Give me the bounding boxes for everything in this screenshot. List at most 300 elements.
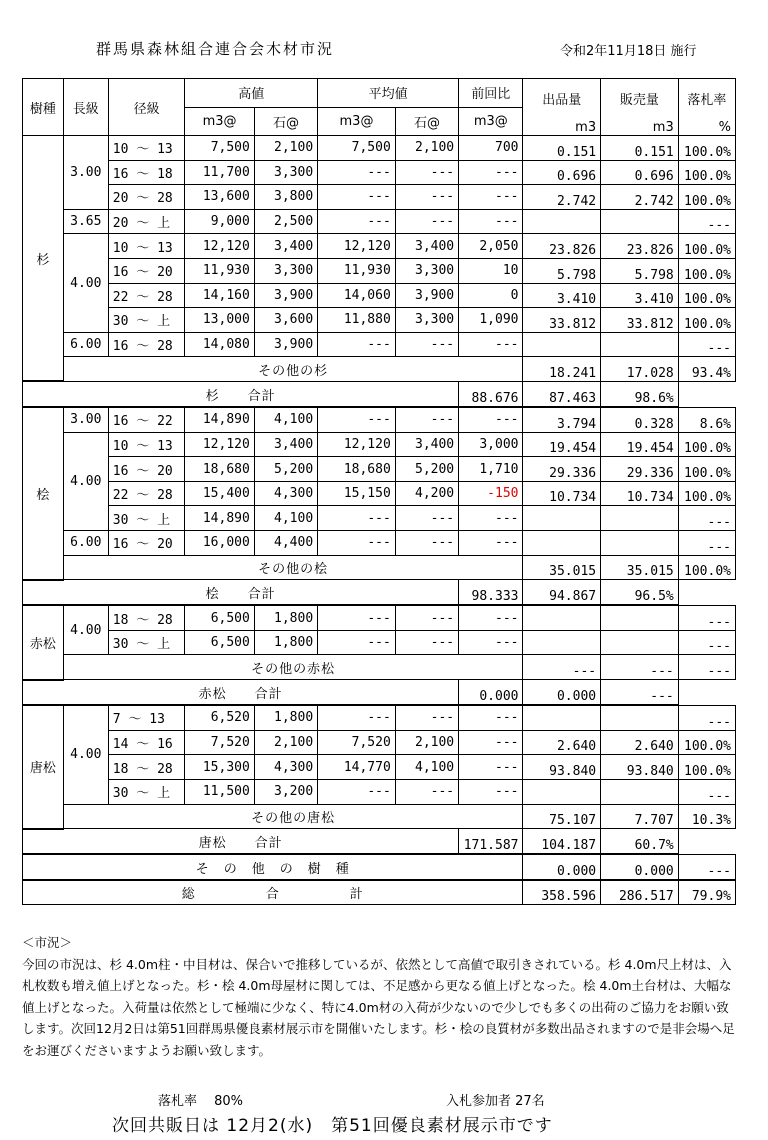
diameter-cell: 30 ～ 上 [108,779,185,804]
high-m3-cell: 7,520 [185,730,254,755]
high-m3-cell: 9,000 [185,209,254,234]
table-row [23,234,736,259]
table-row [23,506,736,531]
prev-diff-cell: 2,050 [459,234,523,259]
avg-koku-cell: 3,900 [395,283,458,308]
avg-m3-cell: 11,880 [318,308,396,333]
length-cell: 4.00 [63,705,108,804]
other-row [23,357,736,382]
other-species-row-label: そ の 他 の 樹 種 [23,854,523,880]
subtotal-sold: 0.000 [523,680,601,706]
avg-m3-cell: --- [318,407,396,432]
high-m3-cell: 15,400 [185,481,254,506]
high-m3-cell: 14,890 [185,407,254,432]
sold-cell: 2.640 [601,730,679,755]
avg-m3-cell: --- [318,630,396,655]
diameter-cell: 16 ～ 20 [108,531,185,556]
subtotal-rate: --- [601,680,679,706]
length-cell: 4.00 [63,605,108,655]
diameter-cell: 16 ～ 20 [108,258,185,283]
avg-m3-cell: 12,120 [318,432,396,457]
other-sold: --- [601,655,679,680]
table-row [23,308,736,333]
high-koku-cell: 3,900 [254,283,317,308]
subtotal-rate: 60.7% [601,829,679,855]
other-shipped: --- [523,655,601,680]
prev-diff-cell: --- [459,185,523,210]
diameter-cell: 30 ～ 上 [108,630,185,655]
avg-m3-cell: 12,120 [318,234,396,259]
table-row [23,407,736,432]
diameter-cell: 16 ～ 28 [108,332,185,357]
prev-diff-cell: --- [459,730,523,755]
species-cell: 唐松 [23,705,64,828]
avg-koku-cell: 3,300 [395,308,458,333]
shipped-cell: 3.794 [523,407,601,432]
rate-cell: 100.0% [678,258,735,283]
subtotal-shipped: 98.333 [459,580,523,606]
table-row [23,605,736,630]
prev-diff-cell: 1,710 [459,457,523,482]
avg-koku-cell: 3,300 [395,258,458,283]
table-row [23,481,736,506]
shipped-cell [523,209,601,234]
sold-cell: 3.410 [601,283,679,308]
grand-total-row [23,880,736,905]
grand-total-row-rate: 79.9% [678,880,735,905]
high-m3-cell: 13,600 [185,185,254,210]
length-cell: 3.00 [63,407,108,432]
diameter-cell: 14 ～ 16 [108,730,185,755]
avg-m3-cell: --- [318,705,396,730]
prev-diff-cell: --- [459,630,523,655]
rate-cell: 100.0% [678,308,735,333]
high-m3-cell: 16,000 [185,531,254,556]
rate-cell: 8.6% [678,407,735,432]
shipped-cell: 33.812 [523,308,601,333]
prev-diff-cell: --- [459,531,523,556]
avg-koku-cell: 5,200 [395,457,458,482]
avg-koku-cell: --- [395,705,458,730]
col-prev: 前回比 [459,79,523,108]
prev-diff-cell: 3,000 [459,432,523,457]
diameter-cell: 30 ～ 上 [108,308,185,333]
high-m3-cell: 15,300 [185,755,254,780]
prev-diff-cell: --- [459,605,523,630]
shipped-cell [523,779,601,804]
prev-diff-cell: 700 [459,136,523,161]
market-report [22,932,738,1061]
sold-cell: 23.826 [601,234,679,259]
market-heading: ＜市況＞ [22,935,73,950]
diameter-cell: 30 ～ 上 [108,506,185,531]
avg-m3-cell: --- [318,531,396,556]
sold-cell [601,605,679,630]
avg-koku-cell: --- [395,779,458,804]
col-shipped [523,79,601,136]
high-m3-cell: 6,520 [185,705,254,730]
avg-m3-cell: 7,520 [318,730,396,755]
prev-diff-cell: --- [459,209,523,234]
table-row [23,432,736,457]
sold-cell [601,630,679,655]
diameter-cell: 20 ～ 28 [108,185,185,210]
high-m3-cell: 6,500 [185,605,254,630]
shipped-cell: 2.742 [523,185,601,210]
avg-koku-cell: --- [395,185,458,210]
shipped-cell [523,531,601,556]
sold-cell: 33.812 [601,308,679,333]
avg-m3-cell: --- [318,332,396,357]
subtotal-row [23,829,736,855]
col-avg: 平均値 [318,79,459,108]
high-m3-cell: 14,890 [185,506,254,531]
prev-diff-cell: --- [459,160,523,185]
subtotal-rate: 98.6% [601,381,679,407]
rate-cell: 100.0% [678,432,735,457]
col-length: 長級 [63,79,108,136]
other-shipped: 18.241 [523,357,601,382]
rate-cell: --- [678,506,735,531]
rate-cell: 100.0% [678,730,735,755]
avg-m3-cell: 18,680 [318,457,396,482]
other-row [23,555,736,580]
high-koku-cell: 2,500 [254,209,317,234]
high-m3-cell: 11,930 [185,258,254,283]
table-row [23,209,736,234]
species-cell: 桧 [23,407,64,580]
sold-cell [601,779,679,804]
avg-koku-cell: --- [395,209,458,234]
shipped-cell: 0.696 [523,160,601,185]
high-koku-cell: 2,100 [254,730,317,755]
col-shipped-unit: m3 [575,120,597,135]
avg-m3-cell: 14,060 [318,283,396,308]
prev-diff-cell: --- [459,755,523,780]
high-koku-cell: 1,800 [254,630,317,655]
shipped-cell [523,506,601,531]
shipped-cell [523,605,601,630]
high-koku-cell: 4,100 [254,407,317,432]
other-rate: 100.0% [678,555,735,580]
col-high: 高値 [185,79,318,108]
rate-cell: --- [678,630,735,655]
high-m3-cell: 11,700 [185,160,254,185]
diameter-cell: 10 ～ 13 [108,432,185,457]
page-title: 群馬県森林組合連合会木材市況 [96,40,335,58]
avg-koku-cell: 3,400 [395,234,458,259]
avg-koku-cell: --- [395,630,458,655]
high-koku-cell: 4,400 [254,531,317,556]
sold-cell: 19.454 [601,432,679,457]
table-row [23,531,736,556]
avg-m3-cell: --- [318,605,396,630]
length-cell: 4.00 [63,234,108,332]
sold-cell: 0.696 [601,160,679,185]
rate-cell: 100.0% [678,234,735,259]
diameter-cell: 18 ～ 28 [108,755,185,780]
avg-koku-cell: 2,100 [395,730,458,755]
rate-cell: 100.0% [678,283,735,308]
shipped-cell [523,332,601,357]
other-label: その他の杉 [63,357,523,382]
table-row [23,457,736,482]
shipped-cell: 19.454 [523,432,601,457]
other-label: その他の桧 [63,555,523,580]
high-koku-cell: 4,100 [254,506,317,531]
high-koku-cell: 3,300 [254,160,317,185]
sold-cell [601,531,679,556]
col-sold-label: 販売量 [619,93,659,108]
diameter-cell: 16 ～ 18 [108,160,185,185]
avg-koku-cell: 3,400 [395,432,458,457]
high-m3-cell: 7,500 [185,136,254,161]
grand-total-row-shipped: 358.596 [523,880,601,905]
unit-high-koku: 石@ [254,107,317,136]
high-koku-cell: 3,600 [254,308,317,333]
high-koku-cell: 3,400 [254,234,317,259]
species-cell: 杉 [23,136,64,382]
shipped-cell: 0.151 [523,136,601,161]
diameter-cell: 16 ～ 22 [108,407,185,432]
col-shipped-label: 出品量 [542,93,582,108]
diameter-cell: 10 ～ 13 [108,136,185,161]
avg-m3-cell: 15,150 [318,481,396,506]
footer-rate: 落札率 80% [158,1094,244,1109]
shipped-cell: 5.798 [523,258,601,283]
prev-diff-cell: 1,090 [459,308,523,333]
avg-m3-cell: --- [318,779,396,804]
subtotal-shipped: 88.676 [459,381,523,407]
prev-diff-cell: 10 [459,258,523,283]
rate-cell: 100.0% [678,755,735,780]
rate-cell: --- [678,531,735,556]
diameter-cell: 10 ～ 13 [108,234,185,259]
prev-diff-cell: 0 [459,283,523,308]
high-m3-cell: 14,080 [185,332,254,357]
high-m3-cell: 12,120 [185,432,254,457]
high-m3-cell: 11,500 [185,779,254,804]
other-rate: 10.3% [678,804,735,829]
subtotal-row [23,381,736,407]
shipped-cell [523,705,601,730]
high-m3-cell: 14,160 [185,283,254,308]
other-label: その他の赤松 [63,655,523,680]
avg-m3-cell: --- [318,160,396,185]
subtotal-shipped: 171.587 [459,829,523,855]
grand-total-row-sold: 286.517 [601,880,679,905]
subtotal-rate: 96.5% [601,580,679,606]
col-rate [678,79,735,136]
table-row [23,630,736,655]
other-rate: --- [678,655,735,680]
grand-total-row-label: 総 合 計 [23,880,523,905]
avg-koku-cell: --- [395,531,458,556]
subtotal-shipped: 0.000 [459,680,523,706]
other-shipped: 35.015 [523,555,601,580]
shipped-cell: 23.826 [523,234,601,259]
high-koku-cell: 3,800 [254,185,317,210]
sold-cell: 2.742 [601,185,679,210]
diameter-cell: 22 ～ 28 [108,481,185,506]
sold-cell [601,705,679,730]
table-row [23,185,736,210]
avg-koku-cell: --- [395,332,458,357]
shipped-cell: 3.410 [523,283,601,308]
shipped-cell: 2.640 [523,730,601,755]
other-shipped: 75.107 [523,804,601,829]
high-koku-cell: 3,200 [254,779,317,804]
prev-diff-cell: --- [459,506,523,531]
high-koku-cell: 1,800 [254,605,317,630]
high-koku-cell: 3,300 [254,258,317,283]
other-label: その他の唐松 [63,804,523,829]
subtotal-row [23,580,736,606]
market-body: 今回の市況は、杉 4.0m柱・中目材は、保合いで推移しているが、依然として高値で取引きされている。杉 4.0m尺上材は、入札枚数も増え値上げとなった。杉・桧 4.0m母屋材に関しては、不足感から更なる値上げとなった。桧 4.0m土台材は、大幅な値上げとなった。入荷量は依然として極端に少なく、特に4.0m材の入荷が少ないので少しでも多くの出荷のご協力をお願い致します。次回12月2日は第51回群馬県優良素材展示市を開催いたします。杉・桧の良質材が多数出品されますので是非会場へ足をお運びくださいますようお願い致します。 [22,956,735,1058]
prev-diff-cell: --- [459,407,523,432]
other-rate: 93.4% [678,357,735,382]
avg-koku-cell: 4,200 [395,481,458,506]
rate-cell: 100.0% [678,136,735,161]
subtotal-label: 赤松 合計 [23,680,459,706]
col-sold-unit: m3 [652,120,674,135]
avg-m3-cell: 11,930 [318,258,396,283]
table-row [23,779,736,804]
sold-cell: 10.734 [601,481,679,506]
subtotal-label: 杉 合計 [23,381,459,407]
avg-m3-cell: --- [318,209,396,234]
sold-cell [601,506,679,531]
avg-m3-cell: 7,500 [318,136,396,161]
prev-diff-cell: --- [459,705,523,730]
market-date: 令和2年11月18日 施行 [560,44,697,59]
sold-cell [601,332,679,357]
rate-cell: 100.0% [678,160,735,185]
diameter-cell: 16 ～ 20 [108,457,185,482]
length-cell: 6.00 [63,531,108,556]
rate-cell: 100.0% [678,481,735,506]
table-row [23,705,736,730]
high-koku-cell: 3,400 [254,432,317,457]
high-m3-cell: 12,120 [185,234,254,259]
col-rate-unit: % [718,120,731,135]
table-row [23,160,736,185]
table-row [23,136,736,161]
sold-cell: 93.840 [601,755,679,780]
avg-koku-cell: 4,100 [395,755,458,780]
col-rate-label: 落札率 [687,93,727,108]
rate-cell: --- [678,332,735,357]
sold-cell: 5.798 [601,258,679,283]
col-sold [601,79,679,136]
other-row [23,804,736,829]
avg-m3-cell: 14,770 [318,755,396,780]
shipped-cell [523,630,601,655]
subtotal-label: 桧 合計 [23,580,459,606]
table-row [23,755,736,780]
high-m3-cell: 18,680 [185,457,254,482]
prev-diff-cell: -150 [459,481,523,506]
other-row [23,655,736,680]
high-koku-cell: 2,100 [254,136,317,161]
unit-prev-m3: m3@ [459,107,523,136]
sold-cell: 0.328 [601,407,679,432]
diameter-cell: 18 ～ 28 [108,605,185,630]
col-diameter: 径級 [108,79,185,136]
prev-diff-cell: --- [459,779,523,804]
diameter-cell: 20 ～ 上 [108,209,185,234]
table-row [23,258,736,283]
avg-koku-cell: --- [395,605,458,630]
high-koku-cell: 1,800 [254,705,317,730]
other-species-row-rate: --- [678,854,735,880]
shipped-cell: 29.336 [523,457,601,482]
subtotal-sold: 87.463 [523,381,601,407]
avg-m3-cell: --- [318,506,396,531]
sold-cell: 0.151 [601,136,679,161]
rate-cell: --- [678,209,735,234]
avg-m3-cell: --- [318,185,396,210]
rate-cell: --- [678,705,735,730]
shipped-cell: 93.840 [523,755,601,780]
table-row [23,283,736,308]
high-koku-cell: 4,300 [254,755,317,780]
header-row [23,79,736,108]
avg-koku-cell: --- [395,407,458,432]
rate-cell: 100.0% [678,457,735,482]
rate-cell: --- [678,605,735,630]
length-cell: 6.00 [63,332,108,357]
table-row [23,332,736,357]
length-cell: 4.00 [63,432,108,530]
other-species-row [23,854,736,880]
avg-koku-cell: --- [395,160,458,185]
high-m3-cell: 13,000 [185,308,254,333]
species-cell: 赤松 [23,605,64,679]
next-sale-notice: 次回共販日は 12月2(水) 第51回優良素材展示市です [112,1116,553,1136]
subtotal-row [23,680,736,706]
other-species-row-sold: 0.000 [601,854,679,880]
diameter-cell: 7 ～ 13 [108,705,185,730]
other-sold: 7.707 [601,804,679,829]
rate-cell: --- [678,779,735,804]
unit-avg-m3: m3@ [318,107,396,136]
col-species: 樹種 [23,79,64,136]
unit-avg-koku: 石@ [395,107,458,136]
avg-koku-cell: --- [395,506,458,531]
diameter-cell: 22 ～ 28 [108,283,185,308]
footer-participants: 入札参加者 27名 [446,1094,545,1109]
high-koku-cell: 3,900 [254,332,317,357]
table-row [23,730,736,755]
high-koku-cell: 4,300 [254,481,317,506]
shipped-cell: 10.734 [523,481,601,506]
subtotal-sold: 104.187 [523,829,601,855]
other-sold: 17.028 [601,357,679,382]
sold-cell [601,209,679,234]
sold-cell: 29.336 [601,457,679,482]
high-koku-cell: 5,200 [254,457,317,482]
length-cell: 3.65 [63,209,108,234]
subtotal-sold: 94.867 [523,580,601,606]
high-m3-cell: 6,500 [185,630,254,655]
unit-high-m3: m3@ [185,107,254,136]
avg-koku-cell: 2,100 [395,136,458,161]
other-sold: 35.015 [601,555,679,580]
length-cell: 3.00 [63,136,108,210]
other-species-row-shipped: 0.000 [523,854,601,880]
subtotal-label: 唐松 合計 [23,829,459,855]
